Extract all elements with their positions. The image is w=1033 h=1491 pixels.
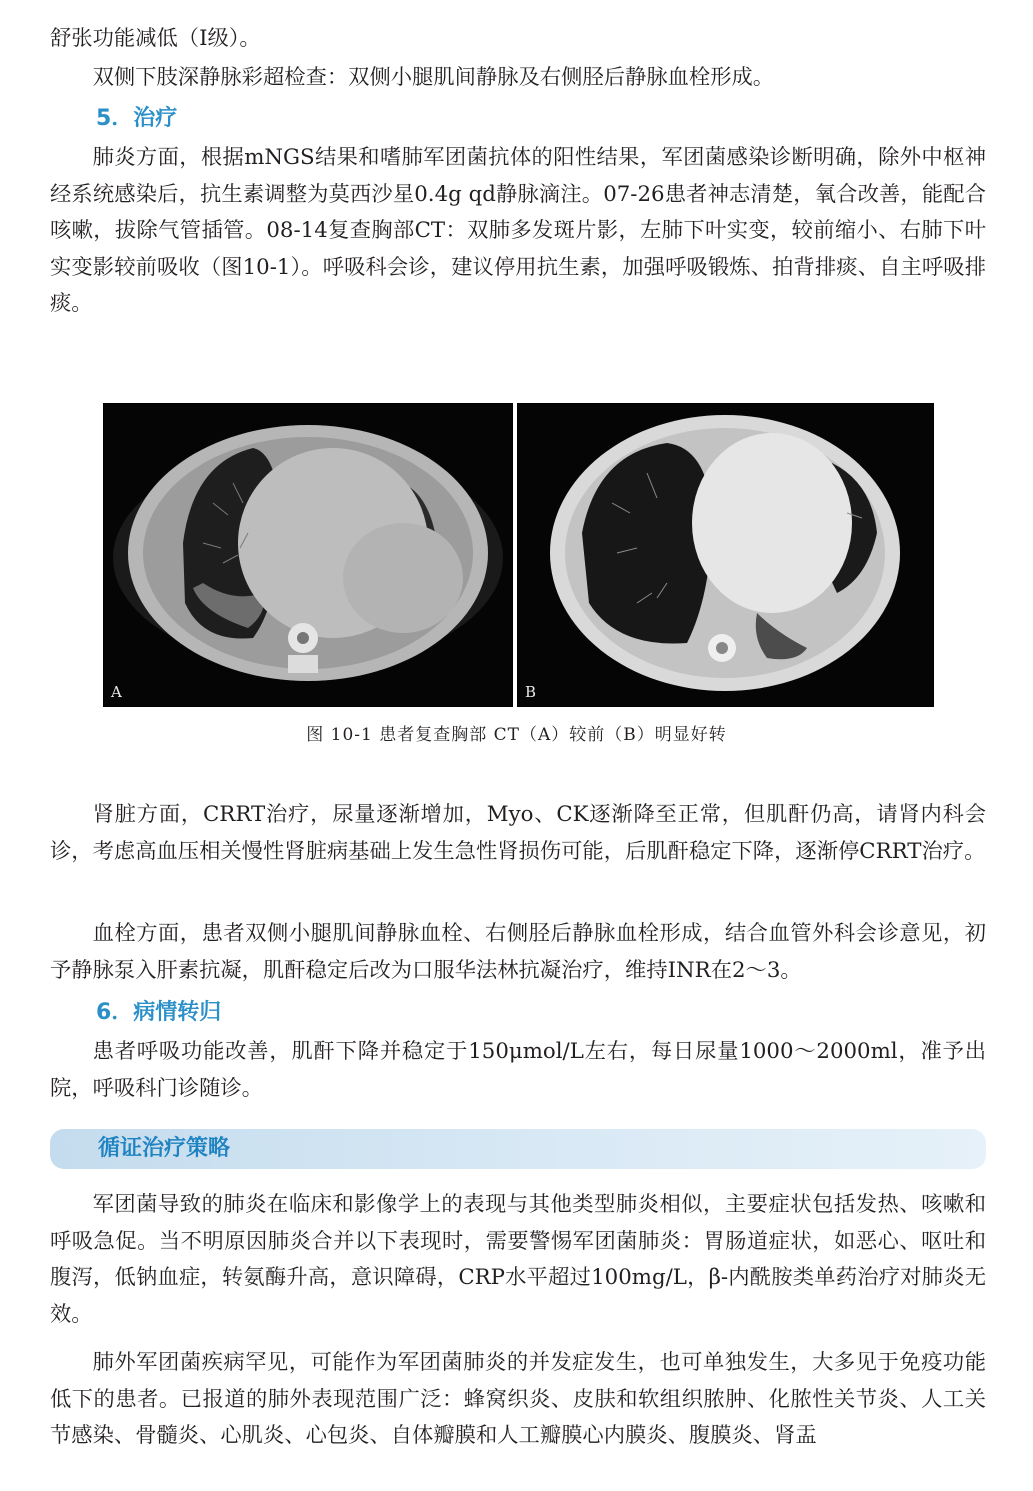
- lung-paragraph: [50, 140, 986, 323]
- strategy-section-banner: [50, 1129, 986, 1169]
- strategy-paragraph-1: [50, 1187, 986, 1333]
- strategy-text-2: 肺外军团菌疾病罕见，可能作为军团菌肺炎的并发症发生，也可单独发生，大多见于免疫功能低下的患者。已报道的肺外表现范围广泛：蜂窝织炎、皮肤和软组织脓肿、化脓性关节炎、人工关节感染、骨髓炎、心肌炎、心包炎、自体瓣膜和人工瓣膜心内膜炎、腹膜炎、肾盂: [50, 1350, 986, 1448]
- ct-scan-b-graphic: [517, 403, 934, 707]
- heading-outcome: 6．病情转归: [96, 1000, 222, 1025]
- ct-image-a: [103, 403, 513, 707]
- outcome-text: 患者呼吸功能改善，肌酐下降并稳定于150μmol/L左右，每日尿量1000～2000ml，准予出院，呼吸科门诊随诊。: [50, 1039, 986, 1101]
- strategy-text-1: 军团菌导致的肺炎在临床和影像学上的表现与其他类型肺炎相似，主要症状包括发热、咳嗽和呼吸急促。当不明原因肺炎合并以下表现时，需要警惕军团菌肺炎：胃肠道症状，如恶心、呕吐和腹泻，低钠血症，转氨酶升高，意识障碍，CRP水平超过100mg/L，β-内酰胺类单药治疗对肺炎无效。: [50, 1192, 986, 1327]
- strategy-paragraph-2: [50, 1345, 986, 1455]
- ct-scan-a-graphic: [103, 403, 513, 707]
- intro-text-2: 双侧下肢深静脉彩超检查：双侧小腿肌间静脉及右侧胫后静脉血栓形成。: [92, 65, 775, 90]
- panel-b-label: B: [525, 683, 537, 701]
- lung-text: 肺炎方面，根据mNGS结果和嗜肺军团菌抗体的阳性结果，军团菌感染诊断明确，除外中枢神经系统感染后，抗生素调整为莫西沙星0.4g qd静脉滴注。07-26患者神志清楚，氧合改善，能配合咳嗽，拔除气管插管。08-14复查胸部CT：双肺多发斑片影，左肺下叶实变，较前缩小、右肺下叶实变影较前吸收（图10-1）。呼吸科会诊，建议停用抗生素，加强呼吸锻炼、拍背排痰、自主呼吸排痰。: [50, 145, 986, 316]
- figure-caption: 图 10-1 患者复查胸部 CT（A）较前（B）明显好转: [306, 725, 727, 745]
- ct-image-b: [517, 403, 934, 707]
- kidney-paragraph: [50, 797, 986, 870]
- intro-paragraph-2: [50, 60, 986, 97]
- strategy-section-title: 循证治疗策略: [98, 1136, 231, 1161]
- thrombus-paragraph: [50, 916, 986, 989]
- heading-treatment: 5．治疗: [96, 106, 178, 131]
- kidney-text: 肾脏方面，CRRT治疗，尿量逐渐增加，Myo、CK逐渐降至正常，但肌酐仍高，请肾内科会诊，考虑高血压相关慢性肾脏病基础上发生急性肾损伤可能，后肌酐稳定下降，逐渐停CRRT治疗。: [50, 802, 986, 864]
- ct-figure: [103, 403, 934, 707]
- panel-a-label: A: [111, 683, 122, 701]
- thrombus-text: 血栓方面，患者双侧小腿肌间静脉血栓、右侧胫后静脉血栓形成，结合血管外科会诊意见，初予静脉泵入肝素抗凝，肌酐稳定后改为口服华法林抗凝治疗，维持INR在2～3。: [50, 921, 986, 983]
- intro-paragraph-1: [50, 21, 986, 58]
- outcome-paragraph: [50, 1034, 986, 1107]
- intro-text-1: 舒张功能减低（Ⅰ级）。: [50, 26, 261, 51]
